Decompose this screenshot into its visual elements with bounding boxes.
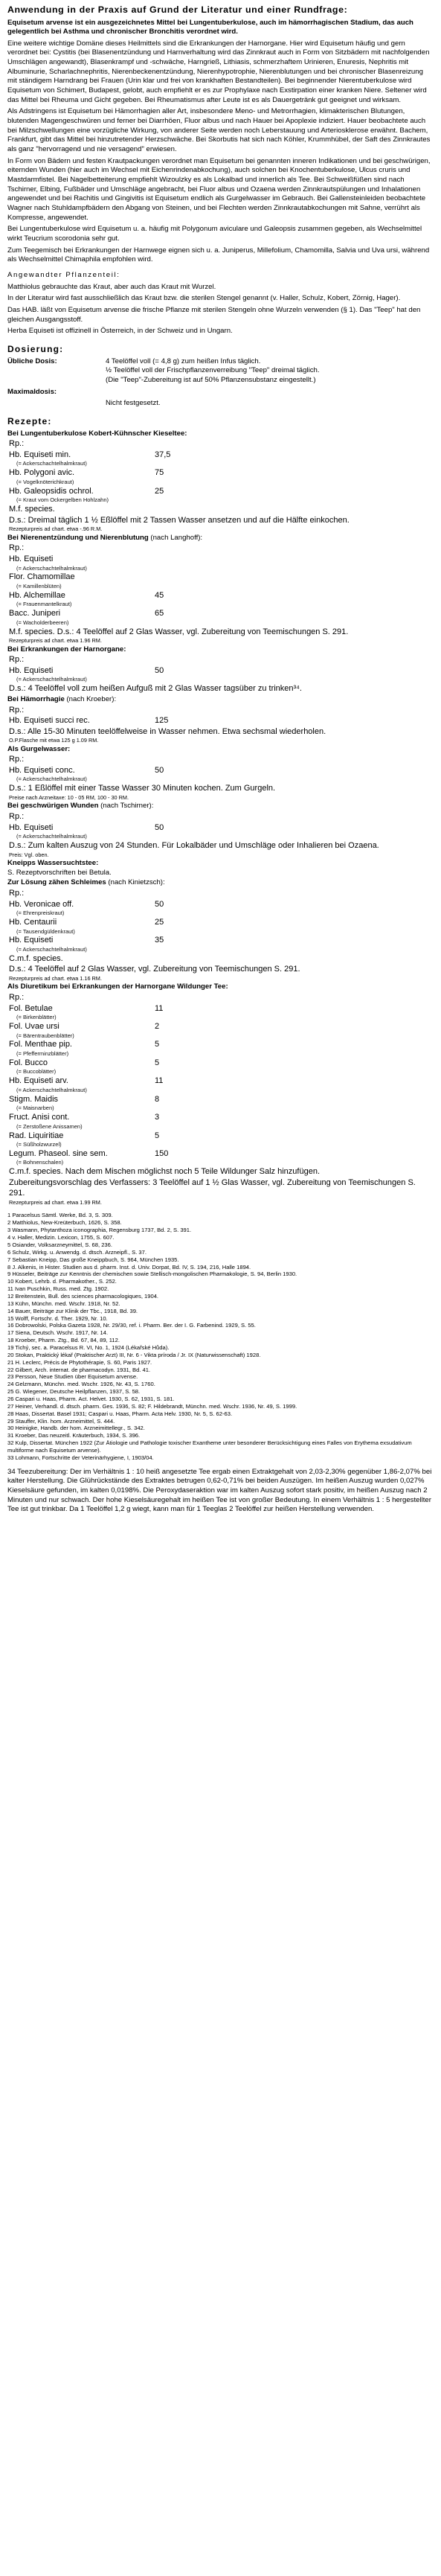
ingredient-name: Hb. Equiseti succi rec. [9, 716, 90, 726]
ingredient-translation: (= Ackerschachtelhalmkraut) [16, 776, 87, 783]
reference: 23 Persson, Neue Studien über Equisetum arvense. [7, 1373, 138, 1381]
ingredient-name: Rad. Liquiritiae [9, 1131, 64, 1140]
recipe-mix: M.f. species. [9, 505, 55, 514]
intro-paragraph-2: Eine weitere wichtige Domäne dieses Heilmittels sind die Erkrankungen der Harnorgane. Hier wird Equisetum häufig und gern verordnet bei: Cystitis (bei Blasenentzündung und Harnverhaltung wird das Zinnkraut auch in Form von Sitzbädern mit nachfolgenden Umschlägen angewandt), Blasenkrampf und -schwäche, Harngrieß, Lithiasis, schmerzhaftem Urinieren, Enuresis, Nephritis mit Albuminurie, Scharlachnephritis, Nierenbeckenentzündung, Nierenhypotrophie, Nierenblutungen und bei chronischer Blasenreizung mit ständigem Harndrang bei Frauen (Urin klar und frei von krankhaften Bestandteilen). Bei beginnender Nierentuberkulose wird Equisetum von Schimert, Budapest, gelobt, auch empfiehlt er es zur Prophylaxe nach Exstirpation einer kranken Niere. Seltener wird das Mittel bei Rheuma und Gicht gegeben. Bei Rheumatismus after Leute ist es als Dauergetränk gut geeignet und wirksam. [7, 39, 430, 104]
intro-paragraph-6: Zum Teegemisch bei Erkrankungen der Harnwege eignen sich u. a. Juniperus, Millefolium, Chamomilla, Salvia und Uva ursi, während als Wechselmittel Chimaphila empfohlen wird. [7, 246, 430, 264]
ingredient [7, 1076, 434, 1087]
max-dose-label: Maximaldosis: [7, 387, 57, 396]
ingredient-translation: (= Kamillenblüten) [16, 582, 62, 589]
ingredient-name: Hb. Equiseti conc. [9, 765, 75, 775]
recipe-rp: Rp.: [9, 755, 25, 764]
ingredient-amount: 50 [155, 822, 164, 832]
reference: 15 Wolff, Fortschr. d. Ther. 1929, Nr. 10. [7, 1314, 108, 1322]
ingredient [7, 467, 434, 479]
references-list [7, 1212, 434, 1461]
reference: 20 Stokan, Praktický lékař (Praktischer Arzt) III, Nr. 6 - Vikta príroda / Jr. IX (Naturwissenschaft) 1928. [7, 1351, 261, 1358]
reference: 28 Haas, Dissertat. Basel 1931; Caspari u. Haas, Pharm. Acta Helv. 1930, Nr. 5, S. 62-63. [7, 1410, 233, 1417]
intro-paragraph-4: In Form von Bädern und festen Krautpackungen verordnet man Equisetum bei genannten inneren Indikationen und bei geschwürigen, eiternden Wunden (hier auch im Wechsel mit Eichenrindenabkochung), auch solchen bei Knochentuberkulose, Ulcus cruris und Mastdarmfistel. Bei Nagelbetteiterung empfiehlt Wizoulzky es als Lokalbad und innerlich als Tee. Bei Schweißfüßen sind nach Tschirner, Elbing, Fußbäder und Umschläge angebracht, bei Fluor albus und Ozaena werden Zinnkrautspülungen und Inhalationen angewendet und bei Rachitis und Gingivitis ist Equisetum endlich als Gurgelwasser im Gebrauch. Bei Gallensteinleiden beobachtete Wagner nach Stuhldampfbädern den Abgang von Steinen, und bei Flechten werden Zinnkrautabkochungen mit Sahne, verrührt als Kompresse, angewendet. [7, 156, 431, 222]
ingredient-translation: (= Bärentraubenblätter) [16, 1032, 74, 1039]
ingredient [7, 1058, 434, 1069]
recipe-directions: M.f. species. D.s.: 4 Teelöffel auf 2 Glas Wasser, vgl. Zubereitung von Teemischungen S. 291. [9, 627, 349, 636]
ingredient-amount: 50 [155, 899, 164, 909]
ingredient-name: Fol. Uvae ursi [9, 1022, 59, 1032]
ingredient-amount: 150 [155, 1148, 169, 1158]
recipe-title: Kneipps Wassersuchtstee: [7, 859, 99, 868]
recipe-title: Bei Erkrankungen der Harnorgane: [7, 645, 126, 653]
ingredient [7, 590, 434, 601]
reference: 8 J. Alkenis, in Hister. Studien aus d. pharm. Inst. d. Univ. Dorpat, Bd. IV, S. 194, 216, Halle 1894. [7, 1263, 251, 1271]
recipe-directions: D.s.: Dreimal täglich 1 ½ Eßlöffel mit 2 Tassen Wasser ansetzen und auf die Hälfte einkochen. [9, 515, 350, 525]
reference: 18 Kroeber, Pharm. Ztg., Bd. 67, 84, 89, 112. [7, 1337, 120, 1344]
ingredient [7, 608, 434, 619]
ingredient [7, 1003, 434, 1014]
reference: 5 Osiander, Volksarzneymittel, S. 68, 236. [7, 1241, 112, 1248]
ingredient-translation: (= Bohnenschalen) [16, 1159, 64, 1166]
ingredient-name: Hb. Equiseti [9, 554, 54, 563]
recipe-title: Bei Lungentuberkulose Kobert-Kühnscher Kieseltee: [7, 429, 187, 438]
recipe-title: Als Gurgelwasser: [7, 744, 71, 753]
recipe-rp: Rp.: [9, 655, 25, 665]
recipe-title [7, 695, 434, 705]
reference: 6 Schulz, Wirkg. u. Anwendg. d. dtsch. Arzneipfl., S. 37. [7, 1248, 147, 1256]
ingredient-name: Flor. Chamomillae [9, 572, 75, 582]
recipe-title [7, 878, 434, 888]
recipe-rp: Rp.: [9, 889, 25, 898]
ingredient-translation: (= Vogelknöterichkraut) [16, 478, 74, 485]
ingredient-translation: (= Ackerschachtelhalmkraut) [16, 460, 87, 467]
ingredient [7, 715, 434, 726]
intro-paragraph-5: Bei Lungentuberkulose wird Equisetum u. a. häufig mit Polygonum aviculare und Galeopsis zusammen gegeben, als Wechselmittel wirkt Teucrium scorodonia sehr gut. [7, 225, 422, 243]
reference: 25 G. Wiegener, Deutsche Heilpflanzen, 1937, S. 58. [7, 1388, 141, 1396]
recipe-lungentuberkulose [7, 429, 434, 533]
ingredient-translation: (= Buccoblätter) [16, 1068, 57, 1076]
ingredient-translation: (= Wacholderbeeren) [16, 619, 69, 626]
used-part-2: In der Literatur wird fast ausschließlich das Kraut bzw. die sterilen Stengel genannt (v. Haller, Schulz, Kobert, Zörnig, Hager). [7, 294, 401, 303]
ingredient-amount: 11 [155, 1003, 164, 1013]
footnote-tea-preparation: 34 Teezubereitung: Der im Verhältnis 1 : 10 heiß angesetzte Tee ergab einen Extraktgehalt von 2,03-2,30% gegenüber 1,86-2,07% bei kalter Herstellung. Die Glührückstände des Extraktes betrugen 0,62-0,71% bei beiden Auszügen. Im heißen Auszug wurden 0,027% Kieselsäure gefunden, im kalten 0,0198%. Die Peroxydaseraktion war im kalten Auszug sofort stark positiv, im heißen Auszug nach 2 Minuten und nur schwach. Der hohe Kieselsäuregehalt im heißen Tee ist von großer Bedeutung. In einem Verhältnis 1 : 5 hergestellter Tee ist gut trinkbar. Da 1 Teelöffel 1,2 g wiegt, kann man für 1 Teeglas 2 Teelöffel zur heißen Herstellung verwenden. [7, 1467, 432, 1514]
dosage-heading: Dosierung: [7, 343, 64, 354]
ingredient-name: Fol. Menthae pip. [9, 1040, 72, 1049]
ingredient [7, 554, 434, 565]
recipe-price: Rezepturpreis ad chart. etwa 1.99 RM. [9, 1198, 102, 1206]
reference: 3 Wasmann, Phytanthoza iconographia, Regensburg 1737, Bd. 2, S. 391. [7, 1227, 192, 1234]
recipe-rp: Rp.: [9, 543, 25, 553]
ingredient-amount: 8 [155, 1094, 160, 1104]
ingredient-amount: 35 [155, 936, 164, 945]
recipe-title-main: Bei Nierenentzündung und Nierenblutung [7, 533, 149, 542]
ingredient-amount: 65 [155, 609, 164, 619]
reference: 17 Siena, Deutsch. Wschr. 1917, Nr. 14. [7, 1329, 109, 1337]
ingredient-amount: 50 [155, 765, 164, 775]
ingredient-name: Hb. Equiseti [9, 822, 54, 832]
ingredient-name: Fruct. Anisi cont. [9, 1113, 70, 1122]
ingredient-amount: 3 [155, 1113, 160, 1122]
recipe-rp: Rp.: [9, 993, 25, 1003]
used-part-4: Herba Equiseti ist offizinell in Österreich, in der Schweiz und in Ungarn. [7, 327, 233, 336]
ingredient-amount: 5 [155, 1131, 160, 1140]
reference: 13 Kühn, Münchn. med. Wschr. 1918, Nr. 52. [7, 1300, 120, 1307]
recipe-directions: D.s.: 4 Teelöffel voll zum heißen Aufguß mit 2 Glas Wasser tagsüber zu trinken³⁴. [9, 684, 302, 694]
intro-paragraph-3: Als Adstringens ist Equisetum bei Hämorrhagien aller Art, insbesondere Meno- und Metrorrhagien, klimakterischen Blutungen, blutenden Magengeschwüren und ferner bei Diarrhöen, Fluor albus und nach Hauer bei Apoplexie indiziert. Hauer beobachtete auch bei Milzschwellungen eine vorzügliche Wirkung, von anderer Seite werden noch Leberstauung und Arteriosklerose erwähnt. Bachem, Frankfurt, gibt das Mittel bei hinzutretender Herzschwäche. Bei Skorbutis hat sich nach Köhler, Krummhübel, der Saft des Zinnkrautes als ganz "hervorragend und nie versagend" erwiesen. [7, 107, 431, 154]
ingredient-amount: 5 [155, 1040, 160, 1049]
ingredient-translation: (= Süßholzwurzel) [16, 1141, 62, 1148]
recipe-title-source: (nach Kroeber): [66, 694, 117, 703]
ingredient-name: Fol. Betulae [9, 1003, 53, 1013]
ingredient-translation: (= Pfefferminzblätter) [16, 1049, 69, 1057]
ingredient [7, 665, 434, 677]
reference: 24 Gelzmann, Münchn. med. Wschr. 1926, Nr. 43, S. 1760. [7, 1381, 155, 1388]
ingredient-name: Hb. Equiseti min. [9, 450, 71, 459]
ingredient-translation: (= Ackerschachtelhalmkraut) [16, 676, 87, 683]
ingredient-name: Stigm. Maidis [9, 1094, 59, 1104]
recipe-mix: C.m.f. species. [9, 953, 63, 963]
ingredient-name: Bacc. Juniperi [9, 609, 61, 619]
reference: 4 v. Haller, Medizin. Lexicon, 1755, S. 607. [7, 1234, 115, 1241]
used-part-1: Matthiolus gebrauchte das Kraut, aber auch das Kraut mit Wurzel. [7, 282, 216, 291]
ingredient-name: Legum. Phaseol. sine sem. [9, 1148, 108, 1158]
ingredient-name: Fol. Bucco [9, 1058, 48, 1067]
ingredient-translation: (= Kraut vom Ockergelben Hohlzahn) [16, 496, 109, 504]
reference: 32 Kulp, Dissertat. München 1922 (Zur Ätiologie und Pathologie toxischer Exantheme unter besonderer Berücksichtigung eines Falles von Erythema exsudativum multiforme nach Equisetum arvense). [7, 1439, 412, 1454]
ingredient-name: Hb. Equiseti [9, 936, 54, 945]
recipe-price: Preise nach Arzneitaxe: 10 - 05 RM, 100 - 30 RM. [9, 793, 129, 801]
recipe-price: Rezepturpreis ad chart. etwa 1.96 RM. [9, 637, 102, 645]
ingredient [7, 1094, 434, 1105]
ingredient-translation: (= Birkenblätter) [16, 1014, 57, 1021]
recipe-harnorgane [7, 645, 434, 694]
recipe-wildunger-tee [7, 982, 434, 1206]
intro-paragraph-1: Equisetum arvense ist ein ausgezeichnetes Mittel bei Lungentuberkulose, auch im hämorrhagischen Stadium, das auch gelegentlich bei Asthma und chronischer Bronchitis verordnet wird. [7, 18, 413, 36]
ingredient-translation: (= Ackerschachtelhalmkraut) [16, 564, 87, 572]
reference: 29 Stauffer, Klin. hom. Arzneimittel, S. 444. [7, 1417, 115, 1425]
recipe-directions: D.s.: Zum kalten Auszug von 24 Stunden. Für Lokalbäder und Umschläge oder Inhalieren bei Ozaena. [9, 840, 379, 850]
recipe-price: Preis: Vgl. oben. [9, 851, 49, 858]
ingredient [7, 765, 434, 776]
recipe-title-source: (nach Tschirner): [100, 802, 154, 811]
recipe-directions: Zubereitungsvorschlag des Verfassers: 3 Teelöffel auf 1 ½ Glas Wasser, vgl. Zubereitung von Teemischungen S. 291. [9, 1177, 416, 1198]
dosage-row-usual [7, 357, 434, 386]
recipe-wunden [7, 802, 434, 858]
reference: 31 Kroeber, Das neuzeitl. Kräuterbuch, 1934, S. 396. [7, 1432, 141, 1439]
recipe-gurgelwasser [7, 745, 434, 802]
ingredient-translation: (= Ackerschachtelhalmkraut) [16, 1086, 87, 1093]
reference: 27 Heiner, Verhandl. d. dtsch. pharm. Ges. 1936, S. 82; F. Hildebrandt, Münchn. med. Wschr. 1936, Nr. 49, S. 1999. [7, 1402, 297, 1410]
ingredient [7, 486, 434, 497]
ingredient-amount: 125 [155, 716, 169, 726]
reference: 16 Dobrowolski, Polska Gazeta 1928, Nr. 29/30, ref. i. Pharm. Ber. der I. G. Farbenind. 1929, S. 55. [7, 1322, 256, 1329]
recipe-title: Als Diuretikum bei Erkrankungen der Harnorgane Wildunger Tee: [7, 982, 228, 991]
ingredient-amount: 5 [155, 1058, 160, 1067]
ingredient [7, 1148, 434, 1160]
reference: 9 Hüsseler, Beiträge zur Kenntnis der chemischen sowie Stellisch-mongolischen Pharmakologie, S. 94, Berlin 1930. [7, 1271, 297, 1278]
ingredient-name: Hb. Equiseti [9, 665, 54, 675]
reference: 1 Paracelsus Sämtl. Werke, Bd. 3, S. 309. [7, 1212, 113, 1219]
recipe-title-source: (nach Langhoff): [150, 533, 203, 542]
ingredient-amount: 2 [155, 1022, 160, 1032]
recipe-price: O.P.Flasche mit etwa 125 g 1.09 RM. [9, 737, 99, 744]
ingredient-translation: (= Frauenmantelkraut) [16, 601, 72, 608]
usual-dose-values [73, 357, 434, 386]
ingredient-amount: 75 [155, 468, 164, 478]
used-part-3: Das HAB. läßt von Equisetum arvense die frische Pflanze mit sterilen Stengeln ohne Wurzeln verwenden (§ 1). Das "Teep" hat den gleichen Ausgangsstoff. [7, 305, 421, 324]
recipe-price: Rezepturpreis ad chart. etwa 1.16 RM. [9, 974, 102, 982]
ingredient [7, 1039, 434, 1050]
max-dose-value: Nicht festgesetzt. [106, 399, 161, 408]
reference: 2 Matthiolus, New-Kreüterbuch, 1626, S. 358. [7, 1219, 122, 1227]
dosage-table [7, 357, 434, 409]
ingredient-amount: 50 [155, 665, 164, 675]
reference: 22 Gilbert, Arch. internat. de pharmacodyn. 1931, Bd. 41. [7, 1366, 151, 1373]
ingredient [7, 899, 434, 910]
reference: 7 Sebastian Kneipp, Das große Kneippbuch, S. 964, München 1935. [7, 1256, 179, 1263]
recipe-title [7, 802, 434, 811]
section-title: Anwendung in der Praxis auf Grund der Literatur und einer Rundfrage: [7, 4, 348, 15]
reference: 19 Tichý, sec. a. Paracelsus R. VI, No. 1, 1924 (Lékařské Hůda). [7, 1343, 170, 1351]
reference: 11 Ivan Puschkin, Russ. med. Ztg. 1902. [7, 1285, 109, 1293]
ingredient [7, 450, 434, 461]
recipe-schleim [7, 878, 434, 982]
recipe-price: Rezepturpreis ad chart. etwa -.96 R.M. [9, 525, 103, 533]
ingredient-name: Hb. Galeopsidis ochrol. [9, 486, 94, 496]
ingredient [7, 1131, 434, 1142]
ingredient [7, 917, 434, 928]
recipe-directions: D.s.: 1 Eßlöffel mit einer Tasse Wasser 30 Minuten kochen. Zum Gurgeln. [9, 784, 276, 793]
reference: 33 Lohmann, Fortschritte der Veterinärhygiene, I, 1903/04. [7, 1454, 154, 1461]
recipe-directions: D.s.: Alle 15-30 Minuten teelöffelweise in Wasser nehmen. Etwa sechsmal wiederholen. [9, 726, 326, 736]
ingredient-amount: 25 [155, 486, 164, 496]
ingredient-amount: 37,5 [155, 450, 171, 459]
recipe-mix: C.m.f. species. Nach dem Mischen möglichst noch 5 Teile Wildunger Salz hinzufügen. [9, 1167, 320, 1177]
ingredient-translation: (= Maisnarben) [16, 1105, 54, 1112]
recipe-title-source: (nach Kinietzsch): [108, 878, 165, 887]
recipe-rp: Rp.: [9, 439, 25, 449]
recipe-reference: S. Rezeptvorschriften bei Betula. [7, 868, 112, 877]
ingredient-translation: (= Tausendgüldenkraut) [16, 927, 75, 935]
ingredient-translation: (= Ehrenpreiskraut) [16, 910, 65, 917]
ingredient-translation: (= Ackerschachtelhalmkraut) [16, 833, 87, 840]
dosage-row-max-value [7, 399, 434, 409]
recipe-title-main: Bei Hämorrhagie [7, 694, 65, 703]
recipes-heading: Rezepte: [7, 415, 52, 426]
ingredient-translation: (= Zerstoßene Anissamen) [16, 1122, 83, 1130]
reference: 10 Kobert, Lehrb. d. Pharmakother., S. 252. [7, 1278, 117, 1285]
ingredient [7, 1112, 434, 1123]
reference: 21 H. Leclerc, Précis de Phytothérapie, S. 60, Paris 1927. [7, 1358, 152, 1366]
ingredient-name: Hb. Equiseti arv. [9, 1076, 68, 1086]
recipe-rp: Rp.: [9, 812, 25, 822]
reference: 14 Bauer, Beiträge zur Klinik der Tbc., 1918, Bd. 39. [7, 1307, 138, 1314]
ingredient-amount: 45 [155, 590, 164, 600]
ingredient [7, 935, 434, 946]
recipe-haemorrhagie [7, 695, 434, 744]
reference: 26 Caspari u. Haas, Pharm. Act. Helvet. 1930, S. 62, 1931, S. 181. [7, 1395, 175, 1402]
used-part-heading: Angewandter Pflanzenteil: [7, 270, 120, 279]
ingredient [7, 572, 434, 583]
ingredient-name: Hb. Veronicae off. [9, 899, 74, 909]
recipe-wassersuchtstee [7, 859, 434, 878]
recipe-title [7, 534, 434, 543]
dosage-row-max [7, 388, 434, 397]
ingredient-amount: 25 [155, 918, 164, 927]
recipe-directions: D.s.: 4 Teelöffel auf 2 Glas Wasser, vgl. Zubereitung von Teemischungen S. 291. [9, 965, 300, 974]
recipe-nierenentzuendung [7, 534, 434, 645]
ingredient [7, 822, 434, 834]
recipe-rp: Rp.: [9, 705, 25, 715]
reference: 30 Heinigke, Handb. der hom. Arzneimittellegr., S. 342. [7, 1425, 145, 1432]
ingredient-translation: (= Ackerschachtelhalmkraut) [16, 945, 87, 953]
ingredient-name: Hb. Alchemillae [9, 590, 65, 600]
ingredient-name: Hb. Centaurii [9, 918, 57, 927]
usual-dose-line: 4 Teelöffel voll (= 4,8 g) zum heißen Infus täglich. [106, 357, 261, 365]
usual-dose-label: Übliche Dosis: [7, 357, 57, 365]
reference: 12 Breitenstein, Bull. des sciences pharmacologiques, 1904. [7, 1292, 159, 1300]
usual-dose-line: ½ Teelöffel voll der Frischpflanzenverreibung "Teep" dreimal täglich. [106, 366, 320, 375]
recipe-title-main: Zur Lösung zähen Schleimes [7, 878, 106, 887]
spacer [7, 399, 73, 409]
recipe-title-main: Bei geschwürigen Wunden [7, 802, 99, 811]
ingredient [7, 1021, 434, 1032]
ingredient-name: Hb. Polygoni avic. [9, 468, 75, 478]
usual-dose-line: (Die "Teep"-Zubereitung ist auf 50% Pflanzensubstanz eingestellt.) [106, 375, 316, 384]
ingredient-amount: 11 [155, 1076, 164, 1086]
